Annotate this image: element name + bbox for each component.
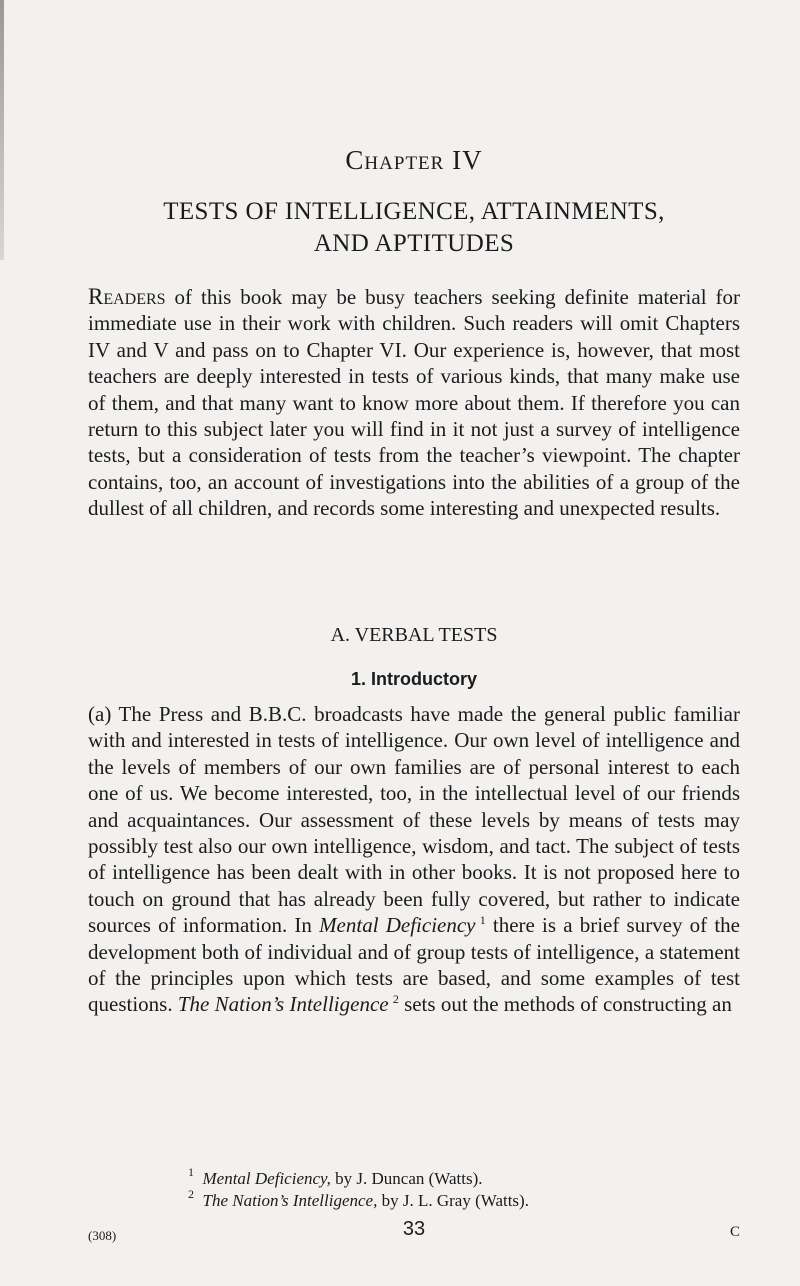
footnote-2-mark: 2	[188, 1187, 194, 1201]
intro-paragraph	[88, 284, 740, 522]
chapter-heading: Chapter IV	[345, 145, 483, 175]
footnote-1-title: Mental Deficiency,	[202, 1169, 331, 1188]
intro-text: of this book may be busy teachers seeking definite material for immediate use in their work with children. Such readers will omit Chapters IV and V and pass on to Chapter VI. Our experience is, however, that most teachers are deeply interested in tests of various kinds, that many make use of them, and that many want to know more about them. If therefore you can return to this subject later you will find in it not just a survey of intelligence tests, but a consideration of tests from the teacher’s viewpoint. The chapter contains, too, an account of investigations into the abilities of a group of the dullest of all children, and records some interesting and unexpected results.	[88, 285, 740, 521]
page-footer	[88, 1216, 740, 1246]
signature-code: (308)	[88, 1228, 117, 1243]
reference-title-1: Mental Deficiency	[319, 913, 476, 938]
paragraph-a	[88, 701, 740, 1018]
chapter-title-line-2: AND APTITUDES	[313, 230, 515, 257]
signature-letter: C	[729, 1224, 740, 1240]
footnote-marker-1: 1	[479, 913, 486, 928]
footnote-1-mark: 1	[188, 1165, 194, 1179]
footnote-marker-2: 2	[392, 992, 399, 1007]
footnote-2-text: by J. L. Gray (Watts).	[377, 1191, 529, 1210]
reference-title-2: The Nation’s Intelligence	[177, 992, 389, 1017]
footnote-1	[188, 1165, 748, 1190]
footnote-1-text: by J. Duncan (Watts).	[330, 1169, 483, 1188]
footnote-2-title: The Nation’s Intelligence,	[202, 1191, 378, 1210]
paragraph-a-part-1: The Press and B.B.C. broadcasts have made the general public familiar with and interested in tests of intelligence. Our own level of intelligence and the levels of members of our own families are of personal interest to each one of us. We become interested, too, in the intellectual level of our friends and acquaintances. Our assessment of these levels by means of tests may possibly test also our own intelligence, wisdom, and tact. The subject of tests of intelligence has been dealt with in other books. It is not proposed here to touch on ground that has already been fully covered, but rather to indicate sources of information. In	[88, 702, 740, 938]
footnotes	[188, 1165, 748, 1212]
paragraph-a-part-3: sets out the methods of constructing an	[398, 992, 732, 1017]
subsection-heading: 1. Introductory	[350, 669, 477, 689]
paragraph-label: (a)	[88, 702, 112, 726]
page-edge-shadow	[0, 0, 4, 260]
paragraph-a-part-2: there is a brief survey of the development both of individual and of group tests of intelligence, a statement of the principles upon which tests are based, and some examples of test questions.	[88, 913, 740, 1017]
section-heading: A. VERBAL TESTS	[330, 624, 498, 646]
page-number: 33	[402, 1218, 426, 1240]
chapter-title	[88, 196, 740, 260]
chapter-title-line-1: TESTS OF INTELLIGENCE, ATTAINMENTS,	[163, 198, 665, 225]
intro-lead-word: Readers	[88, 284, 166, 309]
footnote-2	[188, 1187, 748, 1212]
